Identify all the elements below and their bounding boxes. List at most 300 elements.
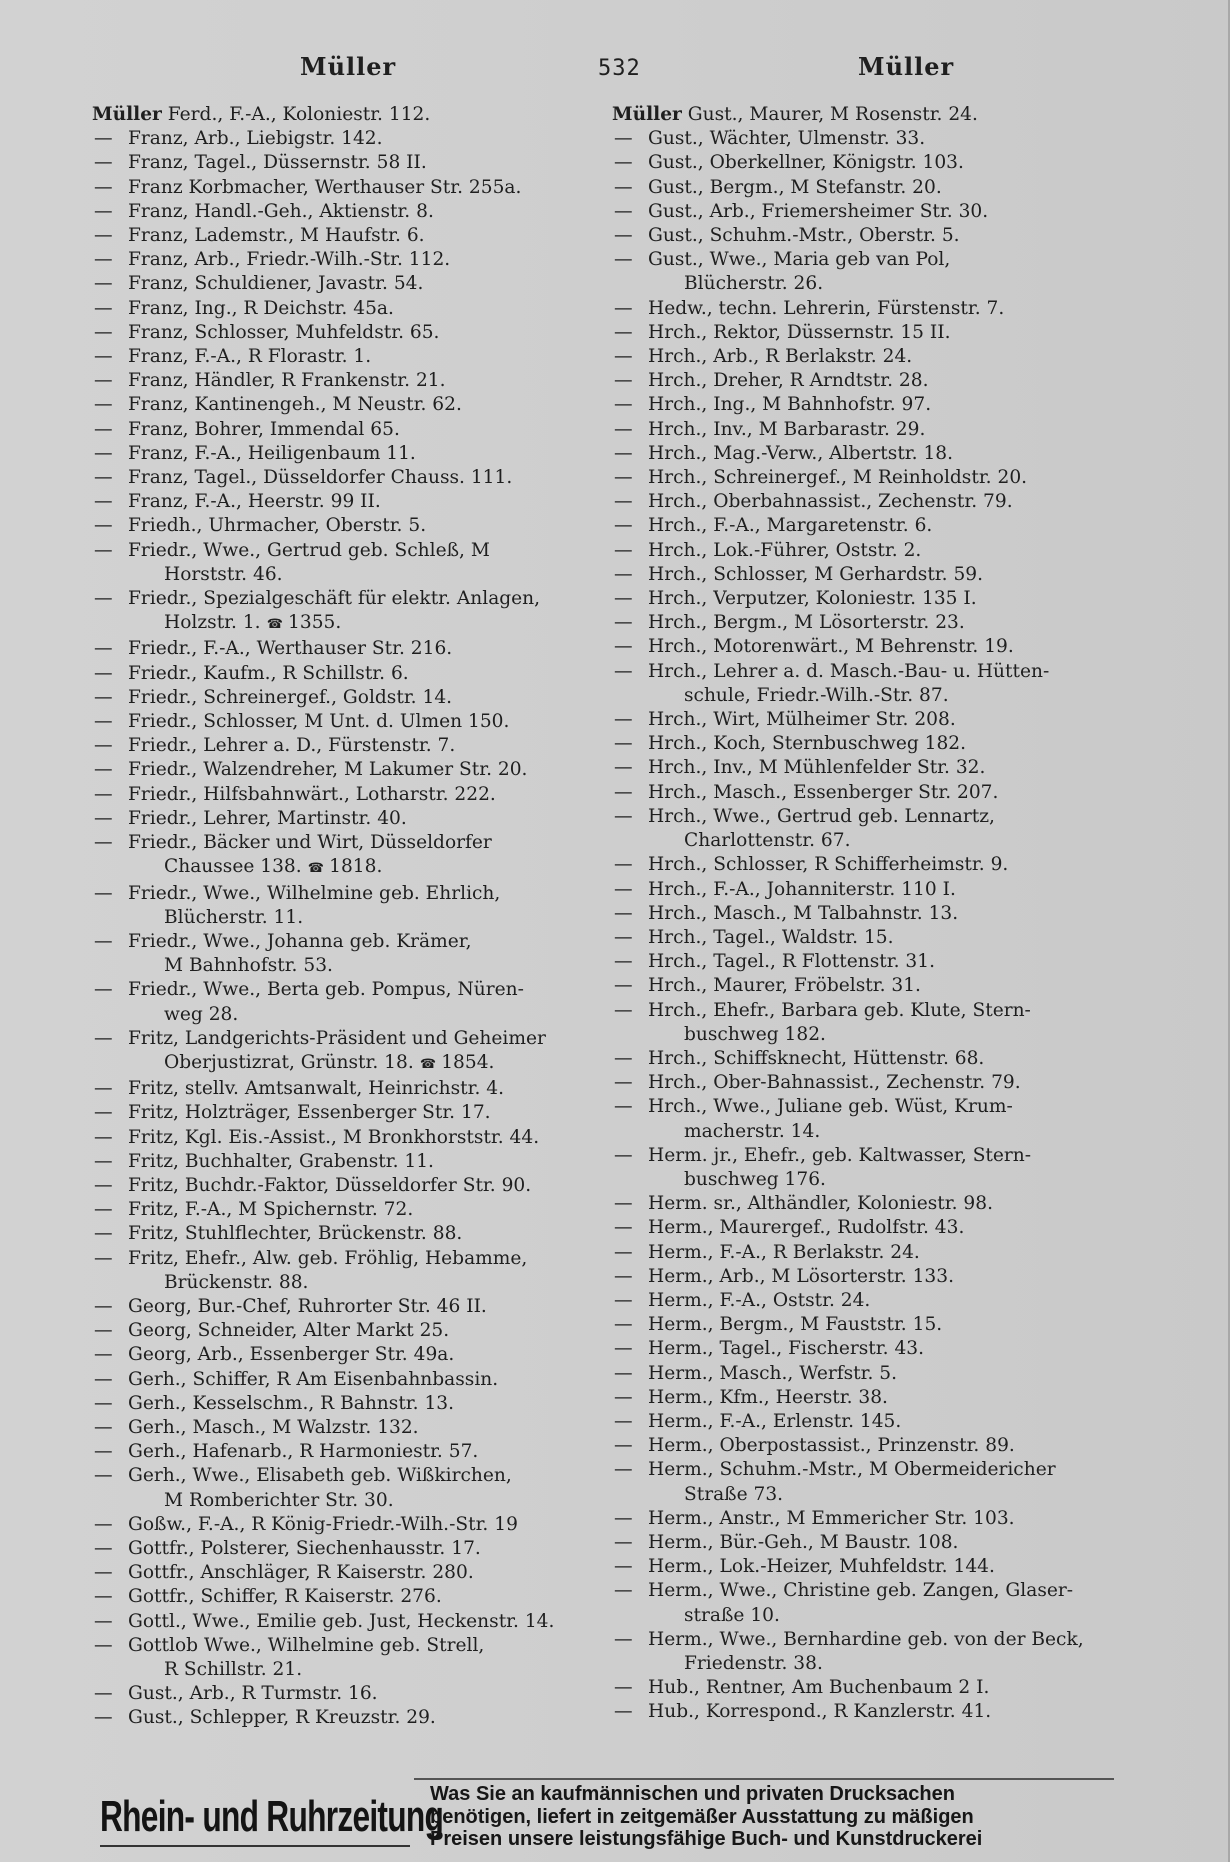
entry-text: Herm., Anstr., M Emmericher Str. 103. [648,1507,1015,1529]
entry-text: Gerh., Schiffer, R Am Eisenbahnbassin. [128,1368,499,1390]
entry-dash: — [614,1096,633,1118]
entry-text: Hrch., Inv., M Barbarastr. 29. [648,418,926,440]
directory-entry [612,974,1132,998]
entry-text: Gust., Schuhm.-Mstr., Oberstr. 5. [648,225,960,247]
entry-text: Gust., Bergm., M Stefanstr. 20. [648,176,942,198]
entry-text: Fritz, Stuhlflechter, Brückenstr. 88. [128,1223,463,1245]
entry-dash: — [614,225,633,247]
entry-text: Hrch., Verputzer, Koloniestr. 135 I. [648,588,977,610]
entry-text: Friedh., Uhrmacher, Oberstr. 5. [128,515,427,537]
directory-entry [92,930,602,978]
entry-text: Franz, Lademstr., M Haufstr. 6. [128,225,425,247]
entry-text: Fritz, F.-A., M Spichernstr. 72. [128,1199,414,1221]
entry-text: Franz, Tagel., Düssernstr. 58 II. [128,152,427,174]
entry-dash: — [94,370,113,392]
entry-text: Herm. jr., Ehefr., geb. Kaltwasser, Stern- [648,1144,1032,1166]
entry-dash: — [94,1174,113,1196]
entry-dash: — [94,1223,113,1245]
entry-dash: — [94,783,113,805]
directory-entry [612,1362,1132,1386]
entry-text: Franz, F.-A., Heerstr. 99 II. [128,491,381,513]
entry-dash: — [614,200,633,222]
directory-entry [612,611,1132,635]
entry-continuation [128,855,602,881]
entry-dash: — [94,1247,113,1269]
directory-entry [92,321,602,345]
entry-dash: — [94,1586,113,1608]
entry-dash: — [614,1265,633,1287]
directory-entry [612,708,1132,732]
entry-text: Herm., Bergm., M Fauststr. 15. [648,1314,943,1336]
entry-text: Gottfr., Polsterer, Siechenhausstr. 17. [128,1537,481,1559]
entry-dash: — [94,1199,113,1221]
entry-text: Hrch., Lok.-Führer, Oststr. 2. [648,539,922,561]
entry-dash: — [94,1295,113,1317]
directory-entry [92,1537,602,1561]
entry-dash: — [94,176,113,198]
directory-entry [92,369,602,393]
directory-entry [612,1579,1132,1627]
entry-text: Hrch., Koch, Sternbuschweg 182. [648,733,967,755]
directory-entry [92,1585,602,1609]
entry-text: Gottlob Wwe., Wilhelmine geb. Strell, [128,1634,485,1656]
directory-entry [92,1610,602,1634]
entry-dash: — [94,759,113,781]
entry-text: Fritz, Ehefr., Alw. geb. Fröhlig, Hebamme, [128,1247,528,1269]
entry-text: Fritz, Holzträger, Essenberger Str. 17. [128,1102,491,1124]
directory-entry [612,393,1132,417]
entry-continuation-text: weg 28. [164,1003,239,1025]
directory-entry [92,710,602,734]
entry-dash: — [614,902,633,924]
entry-dash: — [94,491,113,513]
entry-dash: — [94,346,113,368]
directory-entry [92,1561,602,1585]
directory-entry [92,1634,602,1682]
entry-text: Georg, Bur.-Chef, Ruhrorter Str. 46 II. [128,1295,487,1317]
entry-dash: — [614,1314,633,1336]
directory-entry [612,1386,1132,1410]
entry-continuation [128,1003,602,1027]
telephone-icon: ☎ [263,617,286,633]
entry-text: Hrch., Lehrer a. d. Masch.-Bau- u. Hütten- [648,660,1050,682]
entry-surname: Müller [612,104,682,125]
entry-dash: — [94,321,113,343]
entry-text: Hrch., Oberbahnassist., Zechenstr. 79. [648,491,1013,513]
telephone-icon: ☎ [304,861,327,877]
entry-dash: — [614,394,633,416]
entry-text: Hrch., Wirt, Mülheimer Str. 208. [648,709,956,731]
entry-text: Friedr., Schreinergef., Goldstr. 14. [128,686,453,708]
entry-dash: — [94,1707,113,1729]
entry-dash: — [94,638,113,660]
directory-entry [612,1555,1132,1579]
directory-entry [92,345,602,369]
entry-text: Friedr., Wwe., Johanna geb. Krämer, [128,930,472,952]
entry-text: Hrch., Tagel., R Flottenstr. 31. [648,951,935,973]
entry-text: Franz Korbmacher, Werthauser Str. 255a. [128,176,522,198]
entry-continuation [128,1489,602,1513]
entry-text: Georg, Arb., Essenberger Str. 49a. [128,1344,455,1366]
entry-text: Hrch., Wwe., Gertrud geb. Lennartz, [648,805,995,827]
entry-dash: — [94,394,113,416]
entry-continuation [648,1652,1132,1676]
directory-entry [612,1192,1132,1216]
entry-text: Herm., Tagel., Fischerstr. 43. [648,1338,925,1360]
directory-entry [92,1416,602,1440]
entry-text: Gust., Wwe., Maria geb van Pol, [648,249,951,271]
entry-dash: — [94,1150,113,1172]
entry-dash: — [614,926,633,948]
directory-entry [92,272,602,296]
directory-entry [612,345,1132,369]
entry-continuation [648,1023,1132,1047]
directory-entry [612,1507,1132,1531]
entry-continuation-text: buschweg 182. [684,1023,826,1045]
entry-continuation-text: Friedenstr. 38. [684,1653,823,1674]
entry-continuation [648,272,1132,296]
entry-text: Fritz, Kgl. Eis.-Assist., M Bronkhorststr. 44. [128,1126,540,1148]
entry-dash: — [94,807,113,829]
directory-entry [612,1313,1132,1337]
running-head-right: Müller [858,52,955,81]
entry-text: Friedr., Spezialgeschäft für elektr. Anlagen, [128,588,541,610]
entry-dash: — [614,1289,633,1311]
phone-number: 1818. [329,856,383,878]
entry-text: Franz, F.-A., Heiligenbaum 11. [128,442,416,464]
entry-text: Hrch., Rektor, Düssernstr. 15 II. [648,321,951,343]
directory-entry [612,297,1132,321]
entry-dash: — [94,1537,113,1559]
directory-entry [92,1027,602,1077]
entry-text: Georg, Schneider, Alter Markt 25. [128,1320,450,1342]
directory-entry [612,103,1132,127]
entry-dash: — [94,1102,113,1124]
directory-entry [92,539,602,587]
directory-entry [92,442,602,466]
directory-entry [92,978,602,1026]
entry-dash: — [94,1416,113,1438]
entry-dash: — [614,467,633,489]
directory-entry [92,248,602,272]
directory-entry [612,926,1132,950]
entry-continuation-text: M Romberichter Str. 30. [164,1489,394,1511]
entry-dash: — [94,882,113,904]
directory-entry [612,805,1132,853]
directory-entry [612,224,1132,248]
ad-text [430,1783,1130,1851]
entry-text: Franz, Schuldiener, Javastr. 54. [128,273,424,295]
directory-entry [92,1319,602,1343]
entry-text: Hrch., Masch., Essenberger Str. 207. [648,781,999,803]
directory-entry [92,1077,602,1101]
entry-dash: — [614,781,633,803]
entry-text: Fritz, Buchhalter, Grabenstr. 11. [128,1150,434,1172]
directory-entry [612,902,1132,926]
ad-line: Preisen unsere leistungsfähige Buch- und Kunstdruckerei [430,1828,983,1850]
phone-number: 1355. [288,612,342,634]
entry-text: Friedr., F.-A., Werthauser Str. 216. [128,638,453,660]
entry-text: Friedr., Schlosser, M Unt. d. Ulmen 150. [128,711,510,733]
entry-dash: — [614,636,633,658]
ad-line: benötigen, liefert in zeitgemäßer Ausstattung zu mäßigen [430,1805,974,1828]
entry-text: Herm., Oberpostassist., Prinzenstr. 89. [648,1435,1015,1457]
entry-text: Hrch., Arb., R Berlakstr. 24. [648,346,913,368]
entry-dash: — [614,442,633,464]
entry-dash: — [94,539,113,561]
entry-text: Hrch., F.-A., Johanniterstr. 110 I. [648,878,956,900]
directory-entry [92,514,602,538]
entry-text: Ferd., F.-A., Koloniestr. 112. [167,104,431,125]
entry-text: Hrch., Masch., M Talbahnstr. 13. [648,902,959,924]
directory-entry [92,1343,602,1367]
entry-continuation [128,611,602,637]
entry-text: Franz, Tagel., Düsseldorfer Chauss. 111. [128,467,513,489]
entry-text: Friedr., Walzendreher, M Lakumer Str. 20. [128,759,528,781]
entry-dash: — [614,1531,633,1553]
entry-dash: — [614,321,633,343]
entry-dash: — [614,805,633,827]
entry-dash: — [94,1126,113,1148]
entry-text: Herm., Wwe., Christine geb. Zangen, Glaser- [648,1580,1074,1602]
entry-dash: — [614,878,633,900]
entry-continuation [128,906,602,930]
entry-continuation-text: schule, Friedr.-Wilh.-Str. 87. [684,684,949,706]
directory-entry [92,127,602,151]
entry-dash: — [94,225,113,247]
directory-entry [92,686,602,710]
directory-entry [92,1247,602,1295]
entry-dash: — [94,200,113,222]
entry-dash: — [94,735,113,757]
entry-text: Hrch., Motorenwärt., M Behrenstr. 19. [648,636,1014,658]
entry-dash: — [94,686,113,708]
entry-continuation-text: Brückenstr. 88. [164,1271,309,1293]
entry-dash: — [94,1392,113,1414]
entry-continuation-text: Straße 73. [684,1483,784,1505]
entry-dash: — [94,711,113,733]
entry-text: Herm., Maurergef., Rudolfstr. 43. [648,1217,965,1239]
entry-dash: — [94,418,113,440]
entry-continuation [648,1120,1132,1144]
entry-dash: — [94,1344,113,1366]
directory-entry [612,999,1132,1047]
directory-entry [92,1101,602,1125]
directory-entry [612,321,1132,345]
directory-entry [92,393,602,417]
directory-entry [612,1241,1132,1265]
entry-text: Hrch., Schiffsknecht, Hüttenstr. 68. [648,1047,985,1069]
entry-continuation [128,954,602,978]
entry-text: Friedr., Bäcker und Wirt, Düsseldorfer [128,832,492,854]
directory-entry [92,1706,602,1730]
directory-entry [92,1198,602,1222]
directory-entry [92,587,602,637]
directory-entry [92,1174,602,1198]
entry-dash: — [94,1634,113,1656]
directory-entry [612,660,1132,708]
entry-dash: — [94,515,113,537]
entry-continuation-text: Holzstr. 1. [164,612,261,634]
entry-dash: — [94,1078,113,1100]
entry-dash: — [614,1362,633,1384]
entry-text: Herm. sr., Althändler, Koloniestr. 98. [648,1193,993,1215]
directory-entry [612,878,1132,902]
entry-surname: Müller [92,104,162,125]
entry-text: Gust., Schlepper, R Kreuzstr. 29. [128,1707,436,1729]
directory-entry [92,176,602,200]
entry-text: Gust., Wächter, Ulmenstr. 33. [648,128,926,150]
entry-dash: — [94,930,113,952]
directory-entry [92,637,602,661]
directory-entry [612,442,1132,466]
entry-text: Hrch., Ober-Bahnassist., Zechenstr. 79. [648,1072,1021,1094]
entry-text: Goßw., F.-A., R König-Friedr.-Wilh.-Str. 19 [128,1513,518,1535]
entry-dash: — [614,975,633,997]
entry-dash: — [614,1556,633,1578]
entry-text: Gottfr., Schiffer, R Kaiserstr. 276. [128,1586,442,1608]
directory-entry [92,1295,602,1319]
directory-entry [612,418,1132,442]
entry-text: Friedr., Lehrer a. D., Fürstenstr. 7. [128,735,456,757]
entry-dash: — [94,588,113,610]
entry-continuation [648,829,1132,853]
directory-entry [92,662,602,686]
entry-text: Friedr., Hilfsbahnwärt., Lotharstr. 222. [128,783,496,805]
directory-entry [612,781,1132,805]
entry-dash: — [94,249,113,271]
entry-text: Hrch., Schlosser, R Schifferheimstr. 9. [648,854,1009,876]
entry-text: Franz, F.-A., R Florastr. 1. [128,346,372,368]
entry-text: Hrch., Wwe., Juliane geb. Wüst, Krum- [648,1096,1013,1118]
entry-dash: — [614,563,633,585]
entry-dash: — [614,1410,633,1432]
directory-entry [612,950,1132,974]
entry-dash: — [614,1144,633,1166]
entry-text: Franz, Schlosser, Muhfeldstr. 65. [128,321,440,343]
entry-dash: — [94,832,113,854]
entry-dash: — [614,1677,633,1699]
directory-entry [612,563,1132,587]
entry-text: Hrch., F.-A., Margaretenstr. 6. [648,515,933,537]
entry-continuation [128,563,602,587]
phone-number: 1854. [441,1051,495,1073]
entry-text: Hrch., Bergm., M Lösorterstr. 23. [648,612,965,634]
directory-entry [612,1628,1132,1676]
entry-continuation-text: Charlottenstr. 67. [684,830,851,852]
entry-continuation-text: Horststr. 46. [164,563,283,585]
directory-entry [612,127,1132,151]
entry-text: Herm., Arb., M Lösorterstr. 133. [648,1265,954,1287]
entry-dash: — [614,1507,633,1529]
ad-brand-logo: Rhein- und Ruhrzeitung [100,1792,444,1841]
entry-text: Franz, Arb., Friedr.-Wilh.-Str. 112. [128,249,451,271]
entry-text: Herm., Bür.-Geh., M Baustr. 108. [648,1531,959,1553]
entry-continuation [648,684,1132,708]
entry-dash: — [94,442,113,464]
entry-text: Herm., Masch., Werfstr. 5. [648,1362,898,1384]
directory-entry [92,490,602,514]
entry-dash: — [614,297,633,319]
entry-text: Herm., Lok.-Heizer, Muhfeldstr. 144. [648,1556,995,1578]
directory-entry [612,1700,1132,1724]
directory-entry [612,466,1132,490]
entry-dash: — [614,1628,633,1650]
entry-text: Fritz, Landgerichts-Präsident und Geheimer [128,1027,546,1049]
page-number: 532 [598,56,641,81]
entry-text: Hrch., Schreinergef., M Reinholdstr. 20. [648,467,1028,489]
entry-text: Gerh., Wwe., Elisabeth geb. Wißkirchen, [128,1465,512,1487]
directory-entry [92,831,602,881]
directory-entry [612,369,1132,393]
entry-text: Gust., Oberkellner, Königstr. 103. [648,152,964,174]
entry-dash: — [614,854,633,876]
entry-text: Herm., Kfm., Heerstr. 38. [648,1386,888,1408]
entry-continuation-text: M Bahnhofstr. 53. [164,955,333,977]
entry-dash: — [614,1072,633,1094]
entry-dash: — [94,297,113,319]
directory-entry [612,539,1132,563]
entry-text: Fritz, stellv. Amtsanwalt, Heinrichstr. 4. [128,1078,505,1100]
directory-entry [612,1458,1132,1506]
directory-entry [612,151,1132,175]
directory-entry [92,1464,602,1512]
ad-top-rule [414,1778,1114,1780]
entry-text: Friedr., Wwe., Gertrud geb. Schleß, M [128,539,490,561]
entry-dash: — [614,1701,633,1723]
directory-entry [612,248,1132,296]
entry-continuation [648,1604,1132,1628]
entry-dash: — [614,588,633,610]
directory-entry [92,1513,602,1537]
entry-dash: — [614,491,633,513]
entry-text: Gust., Arb., Friemersheimer Str. 30. [648,200,989,222]
entry-text: Hrch., Ing., M Bahnhofstr. 97. [648,394,932,416]
advertisement [100,1783,1120,1853]
entry-dash: — [614,539,633,561]
directory-entry [612,514,1132,538]
entry-dash: — [614,176,633,198]
entry-continuation-text: buschweg 176. [684,1168,826,1190]
directory-entry [92,200,602,224]
entry-text: Franz, Ing., R Deichstr. 45a. [128,297,394,319]
directory-entry [92,1126,602,1150]
directory-entry [92,297,602,321]
directory-entry [612,1144,1132,1192]
entry-text: Herm., F.-A., R Berlakstr. 24. [648,1241,920,1263]
entry-text: Franz, Arb., Liebigstr. 142. [128,128,383,150]
entry-text: Franz, Bohrer, Immendal 65. [128,418,400,440]
entry-text: Gerh., Hafenarb., R Harmoniestr. 57. [128,1441,479,1463]
directory-entry [92,882,602,930]
entry-dash: — [94,1027,113,1049]
entry-dash: — [614,757,633,779]
entry-continuation-text: macherstr. 14. [684,1120,821,1142]
entry-text: Herm., F.-A., Erlenstr. 145. [648,1410,902,1432]
entry-text: Friedr., Wwe., Berta geb. Pompus, Nüren- [128,979,524,1001]
entry-dash: — [94,1683,113,1705]
directory-entry [92,807,602,831]
entry-dash: — [94,128,113,150]
directory-entry [612,1337,1132,1361]
right-column [612,103,1132,1725]
entry-dash: — [614,346,633,368]
directory-entry [612,1289,1132,1313]
directory-entry [92,1682,602,1706]
entry-continuation [648,1483,1132,1507]
directory-entry [612,200,1132,224]
entry-dash: — [614,1338,633,1360]
